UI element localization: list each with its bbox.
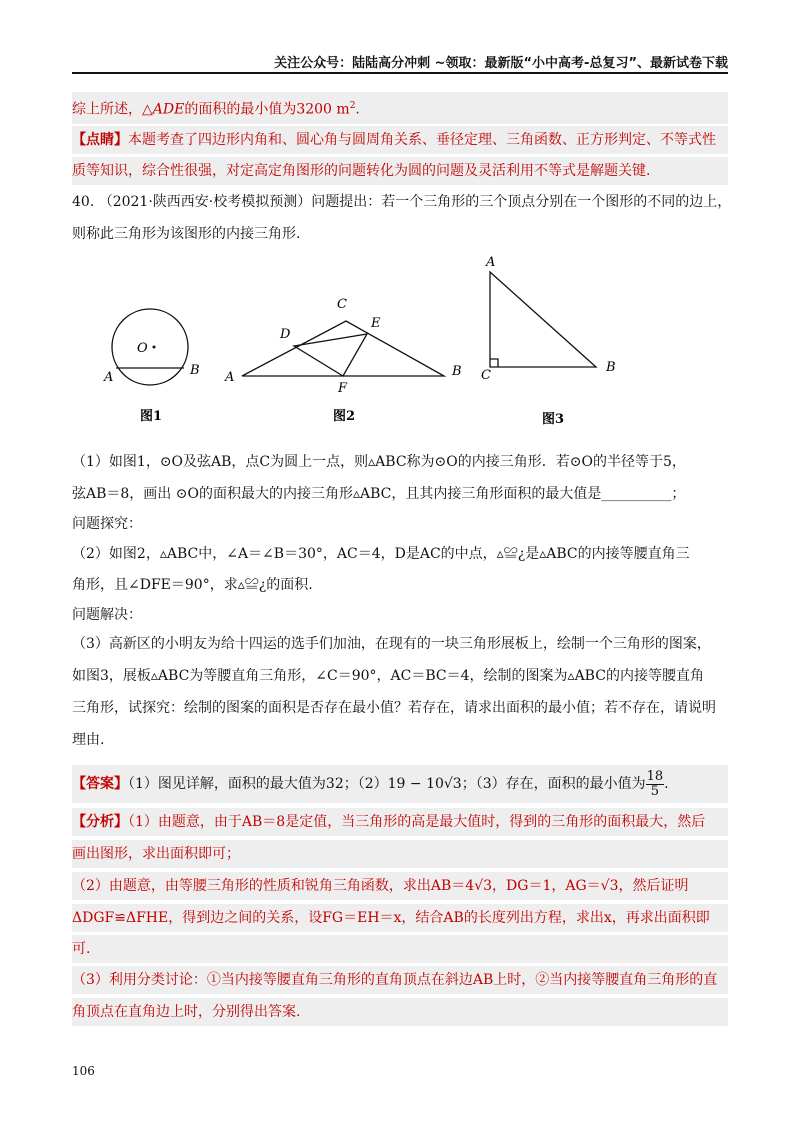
- part1-line1: （1）如图1，⊙O及弦AB，点C为圆上一点，则▵ABC称为⊙O的内接三角形．若⊙O的半径等于5，: [72, 454, 686, 470]
- fig1-center-dot: [153, 346, 156, 349]
- analysis-line3: （2）由题意，由等腰三角形的性质和锐角三角函数，求出AB＝4√3，DG＝1，AG＝√3，然后证明: [72, 872, 728, 900]
- page-number: 106: [72, 1064, 95, 1078]
- fig2-label-f: F: [338, 381, 348, 396]
- figure-1: [112, 309, 188, 385]
- analysis-line7: 角顶点在直角边上时，分别得出答案.: [72, 998, 728, 1026]
- fig3-label-c: C: [481, 368, 491, 383]
- prev-conclusion: 综上所述，△ADE的面积的最小值为3200 $m^2$.: [72, 92, 728, 124]
- fig1-label-o: O: [137, 341, 148, 356]
- analysis-line6: （3）利用分类讨论：①当内接等腰直角三角形的直角顶点在斜边AB上时，②当内接等腰直角三角形的直: [72, 966, 728, 994]
- part3-line3: 三角形，试探究：绘制的图案的面积是否存在最小值？若存在，请求出面积的最小值；若不存在，请说明: [72, 700, 716, 716]
- fig2-label-b: B: [452, 364, 462, 379]
- fig3-label-b: B: [606, 360, 616, 375]
- part3-line2: 如图3，展板▵ABC为等腰直角三角形，∠C＝90°，AC＝BC＝4，绘制的图案为▵ABC的内接等腰直角: [72, 668, 704, 684]
- fig2-caption: 图2: [333, 409, 356, 424]
- fig2-label-e: E: [371, 316, 381, 331]
- fig2-label-d: D: [280, 327, 291, 342]
- part2-line1: （2）如图2，▵ABC中，∠A＝∠B＝30°，AC＝4，D是AC的中点，▵≌¿是▵ABC的内接等腰直角三: [72, 546, 690, 562]
- fig1-label-a: A: [104, 370, 114, 385]
- part2-line2: 角形，且∠DFE＝90°，求▵≌¿的面积.: [72, 577, 313, 593]
- page-header: 关注公众号：陆陆高分冲刺 ~领取：最新版“小中高考-总复习”、最新试卷下载: [274, 56, 728, 71]
- answer-line: 【答案】（1）图见详解，面积的最大值为32；（2）19 − 10√3；（3）存在，面积的最小值为 $\frac{18}{5}$ .: [72, 765, 728, 803]
- fig3-label-a: A: [486, 255, 496, 270]
- analysis-line2: 画出图形，求出面积即可；: [72, 840, 728, 868]
- prev-comment-line2: 质等知识，综合性很强，对定高定角图形的问题转化为圆的问题及灵活利用不等式是解题关键.: [72, 157, 728, 185]
- fig2-label-a: A: [225, 370, 235, 385]
- answer-fraction: $\frac{18}{5}$: [646, 768, 664, 799]
- analysis-line4: ΔDGF≌ΔFHE，得到边之间的关系，设FG＝EH＝x，结合AB的长度列出方程，求出x，再求出面积即: [72, 904, 728, 932]
- problem-line2: 则称此三角形为该图形的内接三角形.: [72, 226, 301, 242]
- figure-3: [490, 272, 596, 367]
- part3-line1: （3）高新区的小明友为给十四运的选手们加油，在现有的一块三角形展板上，绘制一个三角形的图案，: [72, 636, 711, 652]
- fig1-label-b: B: [190, 363, 200, 378]
- fig3-caption: 图3: [542, 412, 565, 427]
- part1-line2: 弦AB＝8，画出 ⊙O的面积最大的内接三角形▵ABC，且其内接三角形面积的最大值是__________；: [72, 486, 686, 502]
- figures: [0, 248, 800, 448]
- analysis-line1: 【分析】（1）由题意，由于AB＝8是定值，当三角形的高是最大值时，得到的三角形的面积最大，然后: [72, 808, 728, 836]
- solve-label: 问题解决：: [72, 607, 142, 623]
- explore-label: 问题探究：: [72, 516, 142, 532]
- analysis-line5: 可.: [72, 935, 728, 963]
- fig1-caption: 图1: [140, 409, 163, 424]
- fig2-label-c: C: [337, 297, 347, 312]
- prev-comment-line1: 【点睛】本题考查了四边形内角和、圆心角与圆周角关系、垂径定理、三角函数、正方形判定、不等式性: [72, 126, 728, 154]
- header-divider: [72, 72, 728, 74]
- figure-2: [242, 321, 444, 376]
- part3-line4: 理由.: [72, 732, 105, 748]
- problem-line1: 40. （2021·陕西西安·校考模拟预测）问题提出：若一个三角形的三个顶点分别在一个图形的不同的边上，: [72, 194, 732, 210]
